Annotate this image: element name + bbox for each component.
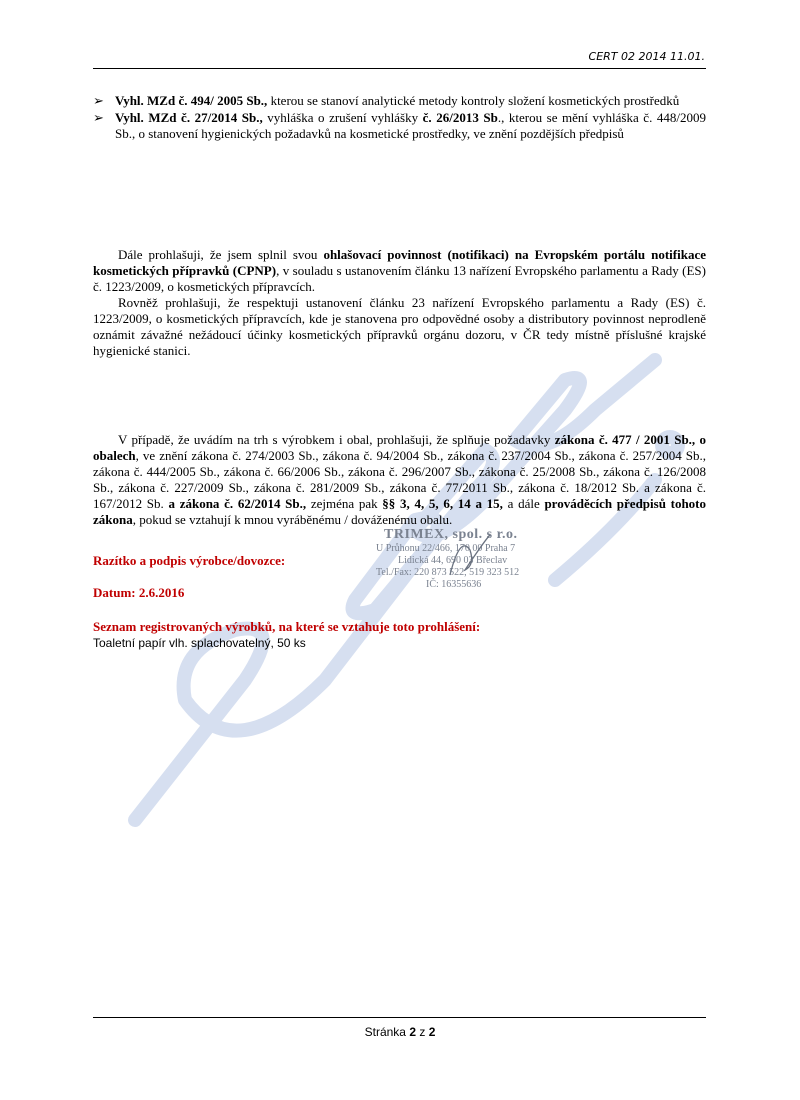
text-run: Rovněž prohlašuji, že respektuji ustanovení článku 23 nařízení Evropského parlamentu a Rady (ES) č. 1223/2009, o kosmetických přípravcích, kde je stanovena pro odpovědné osoby a distributory povinnost neprodleně oznámit závažné nežádoucí účinky kosmetických přípravků orgánu dozoru, v ČR tedy místně příslušné krajské hygienické stanici. xyxy=(93,295,706,358)
page-label: Stránka xyxy=(364,1025,410,1039)
adverse-effects-paragraph xyxy=(93,295,706,359)
bullet-item xyxy=(93,93,706,109)
text-run: ., kterou se mění vyhláška č. 448/2009 Sb., o stanovení hygienických požadavků na kosmetické prostředky, ve znění pozdějších předpisů xyxy=(115,110,706,141)
stamp-line: IČ: 16355636 xyxy=(426,579,482,590)
product-item: Toaletní papír vlh. splachovatelný, 50 ks xyxy=(93,636,306,650)
text-run: , pokud se vztahují k mnou vyráběnému / dováženému obalu. xyxy=(132,512,453,527)
date-label: Datum: 2.6.2016 xyxy=(93,585,185,600)
stamp-company: TRIMEX, spol. s r.o. xyxy=(384,527,518,542)
bold-text-run: a zákona č. 62/2014 Sb., xyxy=(168,496,307,511)
page-separator: z xyxy=(416,1025,429,1039)
bold-text-run: Vyhl. MZd č. 27/2014 Sb., xyxy=(115,110,263,125)
packaging-paragraph xyxy=(93,432,706,528)
regulation-bullet-list xyxy=(93,93,706,143)
text-run: , ve znění zákona č. 274/2003 Sb., zákona č. 94/2004 Sb., zákona č. 237/2004 Sb., zákona č. 257/2004 Sb., zákona č. 444/2005 Sb., zákona č. 66/2006 Sb., zákona č. 296/2007 Sb., zákona č. 25/2008 Sb., zákona č. 126/2008 Sb., zákona č. 227/2009 Sb., zákona č. 281/2009 Sb., zákona č. 77/2011 Sb., zákona č. 18/2012 Sb. a zákona č. 167/2012 Sb. xyxy=(93,448,706,511)
bold-text-run: Vyhl. MZd č. 494/ 2005 Sb., xyxy=(115,93,268,108)
header-divider xyxy=(93,68,706,69)
document-header-code: CERT 02 2014 11.01. xyxy=(588,50,705,63)
stamp-line: Tel./Fax: 220 873 522, 519 323 512 xyxy=(376,567,520,578)
text-run: vyhláška o zrušení vyhlášky xyxy=(262,110,423,125)
bold-text-run: zákona č. 477 / 2001 Sb., o obalech xyxy=(93,432,707,463)
text-run: zejména pak xyxy=(306,496,383,511)
stamp-line: U Průhonu 22/466, 170 00 Praha 7 xyxy=(376,543,516,554)
handwritten-signature xyxy=(440,530,500,580)
text-run: kterou se stanoví analytické metody kontroly složení kosmetických prostředků xyxy=(267,93,680,108)
signature-label: Razítko a podpis výrobce/dovozce: xyxy=(93,553,286,568)
watermark-logo xyxy=(95,350,735,850)
bullet-item xyxy=(93,110,706,142)
notification-paragraph xyxy=(93,247,706,359)
text-run: V případě, že uvádím na trh s výrobkem i obal, prohlašuji, že splňuje požadavky xyxy=(118,432,555,447)
text-run: a dále xyxy=(502,496,545,511)
footer-divider xyxy=(93,1017,706,1018)
stamp-line: Lidická 44, 690 03 Břeclav xyxy=(398,555,508,566)
arrow-bullet-icon: ➢ xyxy=(93,93,104,108)
bold-text-run: prováděcích předpisů tohoto zákona xyxy=(93,496,707,527)
text-run: , v souladu s ustanovením článku 13 nařízení Evropského parlamentu a Rady (ES) č. 1223/2009, o kosmetických přípravcích. xyxy=(93,263,706,294)
bold-text-run: §§ 3, 4, 5, 6, 14 a 15, xyxy=(382,496,503,511)
bold-text-run: č. 26/2013 Sb xyxy=(422,110,498,125)
page-footer xyxy=(0,1025,800,1039)
current-page-number: 2 xyxy=(409,1025,417,1039)
bold-text-run: ohlašovací povinnost (notifikaci) na Evropském portálu notifikace kosmetických přípravků (CPNP) xyxy=(93,247,706,278)
total-pages-number: 2 xyxy=(428,1025,436,1039)
text-run: Dále prohlašuji, že jsem splnil svou xyxy=(118,247,324,262)
product-list-label: Seznam registrovaných výrobků, na které se vztahuje toto prohlášení: xyxy=(93,619,481,634)
bullet-text xyxy=(115,93,706,109)
arrow-bullet-icon: ➢ xyxy=(93,110,104,125)
bullet-text xyxy=(115,110,706,142)
